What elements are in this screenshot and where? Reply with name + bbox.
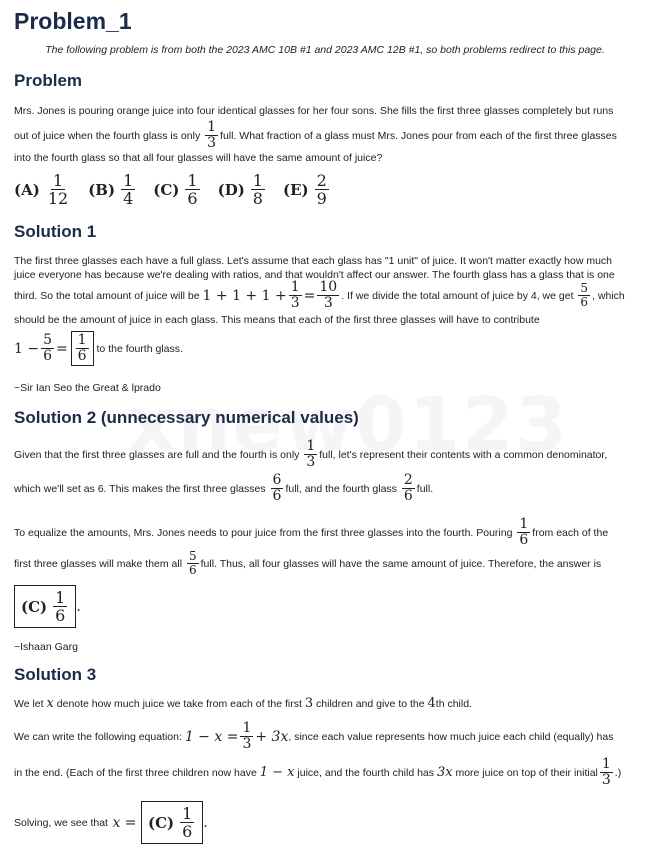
problem-text-line-2	[14, 120, 636, 151]
solution-3-line-3: in the end. (Each of the first three children now have 1 − x juice, and the fourth child has 3x more juice on top of their initial $\frac{1}{3}$ .)	[14, 756, 622, 788]
article	[14, 0, 636, 841]
choice-a: (A) $\frac{1}{12}$	[14, 171, 69, 208]
solution-2-answer-box: (C) $\frac{1}{6}$	[14, 585, 76, 628]
problem-text-line-3: into the fourth glass so that all four glasses will have the same amount of juice?	[14, 152, 383, 164]
choice-c: (C) $\frac{1}{6}$	[153, 171, 198, 208]
solution-2-heading: Solution 2 (unnecessary numerical values)	[14, 408, 359, 427]
solution-1-line-5: 1 − $\frac{5}{6}$ = $\frac{1}{6}$ to the fourth glass.	[14, 332, 183, 364]
solution-1-line-3: third. So the total amount of juice will be 1 + 1 + 1 + $\frac{1}{3}$ = $\frac{10}{3}$ . If we divide the total amount of juice by 4, we get $\frac{5}{6}$ , which	[14, 279, 625, 311]
solution-1-line-1: The first three glasses each have a full glass. Let's assume that each glass has "1 unit" of juice. It won't matter exactly how much	[14, 255, 613, 267]
solution-1-answer-box: $\frac{1}{6}$	[71, 331, 94, 366]
solution-3-heading: Solution 3	[14, 665, 97, 684]
choice-b: (B) $\frac{1}{4}$	[88, 171, 134, 208]
choice-d: (D) $\frac{1}{8}$	[217, 171, 263, 208]
solution-1-line-4: should be the amount of juice in each glass. This means that each of the first three glasses will have to contribute	[14, 314, 540, 326]
solution-1-line-2: juice everyone has because we're dealing with ratios, and that wouldn't affect our answer. The fourth glass has a glass that is one	[14, 269, 615, 281]
problem-heading: Problem	[14, 71, 83, 90]
problem-fraction: $\frac{1}{3}$	[207, 119, 217, 151]
solution-3-line-2: We can write the following equation: 1 − x = $\frac{1}{3}$ + 3x , since each value represents how much juice each child (equally) has	[14, 720, 614, 752]
solution-1-heading: Solution 1	[14, 222, 97, 241]
solution-2-line-4: first three glasses will make them all $\frac{5}{6}$ full. Thus, all four glasses will have the same amount of juice. Therefore, the answer is	[14, 549, 602, 577]
problem-text-2a: out of juice when the fourth glass is only	[14, 129, 201, 142]
answer-choices	[14, 172, 636, 207]
redirect-note: The following problem is from both the 2023 AMC 10B #1 and 2023 AMC 12B #1, so both problems redirect to this page.	[45, 44, 605, 56]
solution-2-answer: (C) $\frac{1}{6}$ .	[14, 585, 636, 628]
solution-3-line-4: Solving, we see that x = (C) $\frac{1}{6}$ .	[14, 801, 636, 844]
problem-text-2b: full. What fraction of a glass must Mrs. Jones pour from each of the first three glasses	[220, 129, 617, 142]
solution-1-signature: ~Sir Ian Seo the Great & lprado	[14, 382, 161, 394]
solution-2-line-1: Given that the first three glasses are full and the fourth is only $\frac{1}{3}$ full, let's represent their contents with a common denominator,	[14, 438, 608, 470]
solution-3-answer-box: (C) $\frac{1}{6}$	[141, 801, 203, 844]
page-title: Problem_1	[14, 8, 132, 34]
solution-2-line-3: To equalize the amounts, Mrs. Jones needs to pour juice from the first three glasses into the fourth. Pouring $\frac{1}{6}$ from each of the	[14, 516, 609, 548]
solution-2-signature: ~Ishaan Garg	[14, 641, 78, 653]
solution-3-line-1: We let x denote how much juice we take from each of the first 3 children and give to the 4 th child.	[14, 696, 472, 711]
solution-2-line-2: which we'll set as 6. This makes the first three glasses $\frac{6}{6}$ full, and the fourth glass $\frac{2}{6}$ full.	[14, 472, 434, 504]
choice-e: (E) $\frac{2}{9}$	[282, 171, 327, 208]
problem-text-line-1: Mrs. Jones is pouring orange juice into four identical glasses for her four sons. She fills the first three glasses completely but runs	[14, 105, 614, 117]
